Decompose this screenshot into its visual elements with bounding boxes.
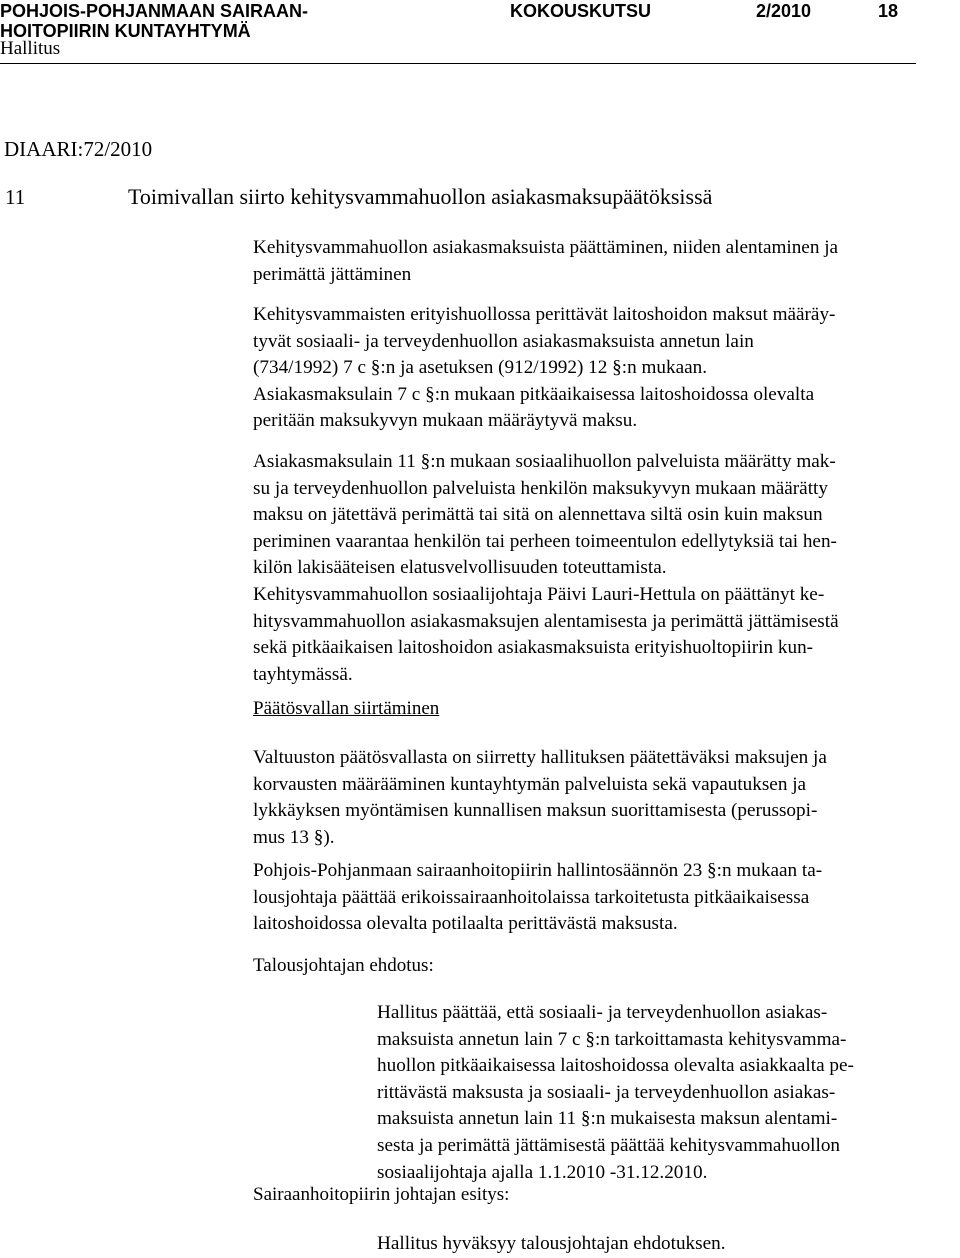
issue-number: 2/2010 [756, 1, 812, 21]
paragraph-social-director [253, 582, 960, 688]
text-line: periminen vaarantaa henkilön tai perheen toimeentulon edellytyksiä tai hen- [253, 530, 837, 552]
text-line: Hallitus päättää, että sosiaali- ja terveydenhuollon asiakas- [377, 1002, 828, 1023]
text-line: lousjohtaja päättää erikoissairaanhoitolaissa tarkoitetusta pitkäaikaisessa [253, 886, 810, 908]
text-line: Pohjois-Pohjanmaan sairaanhoitopiirin hallintosäännön 23 §:n mukaan ta- [253, 860, 823, 881]
text-line: Hallitus hyväksyy talousjohtajan ehdotuksen. [377, 1233, 726, 1254]
text-line: sekä pitkäaikaisen laitoshoidon asiakasmaksuista erityishuoltopiirin kun- [253, 637, 814, 659]
text-line: (734/1992) 7 c §:n ja asetuksen (912/1992) 12 §:n mukaan. [253, 357, 708, 379]
text-line: tyvät sosiaali- ja terveydenhuollon asiakasmaksuista annetun lain [253, 330, 754, 352]
diaari-number: DIAARI:72/2010 [4, 137, 153, 161]
heading-delegation: Päätösvallan siirtäminen [253, 698, 440, 719]
section-name: Hallitus [0, 38, 61, 59]
text-line: Kehitysvammahuollon asiakasmaksuista päättäminen, niiden alentaminen ja [253, 237, 839, 258]
heading-proposal: Talousjohtajan ehdotus: [253, 955, 434, 976]
text-line: hitysvammahuollon asiakasmaksujen alentamisesta ja perimättä jättämisestä [253, 610, 839, 632]
text-line: Kehitysvammahuollon sosiaalijohtaja Päivi Lauri-Hettula on päättänyt ke- [253, 584, 825, 605]
text-line: korvausten määrääminen kuntayhtymän palveluista sekä vapautuksen ja [253, 773, 807, 795]
organization-name-line2: HOITOPIIRIN KUNTAYHTYMÄ [0, 21, 251, 41]
text-line: Asiakasmaksulain 11 §:n mukaan sosiaalihuollon palveluista määrätty mak- [253, 451, 836, 472]
text-line: sesta ja perimättä jättämisestä päättää kehitysvammahuollon [377, 1134, 841, 1156]
paragraph-decision [377, 1231, 957, 1258]
paragraph-fees-basis [253, 302, 960, 435]
text-line: mus 13 §). [253, 826, 335, 848]
text-line: perimättä jättäminen [253, 263, 412, 285]
item-number: 11 [5, 185, 26, 209]
text-line: sosiaalijohtaja ajalla 1.1.2010 -31.12.2010. [377, 1161, 708, 1183]
text-line: tayhtymässä. [253, 663, 353, 685]
text-line: kilön lakisääteisen elatusvelvollisuuden toteuttamista. [253, 557, 667, 579]
text-line: rittävästä maksusta ja sosiaali- ja terveydenhuollon asiakas- [377, 1081, 836, 1103]
text-line: laitoshoidossa olevalta potilaalta perittävästä maksusta. [253, 913, 678, 935]
text-line: huollon pitkäaikaisessa laitoshoidossa olevalta asiakkaalta pe- [377, 1055, 854, 1077]
paragraph-fee-reduction [253, 449, 960, 582]
paragraph-subject [253, 235, 960, 288]
item-title: Toimivallan siirto kehitysvammahuollon asiakasmaksupäätöksissä [128, 184, 713, 209]
text-line: maksu on jätettävä perimättä tai sitä on alennettava siltä osin kuin maksun [253, 504, 823, 526]
page-number: 18 [878, 1, 899, 21]
heading-director-proposal: Sairaanhoitopiirin johtajan esitys: [253, 1184, 510, 1205]
text-line: Valtuuston päätösvallasta on siirretty hallituksen päätettäväksi maksujen ja [253, 747, 827, 768]
header-rule [0, 63, 916, 64]
organization-name-line1: POHJOIS-POHJANMAAN SAIRAAN- [0, 1, 309, 21]
text-line: lykkäyksen myöntämisen kunnallisen maksun suorittamisesta (perussopi- [253, 800, 818, 822]
text-line: maksuista annetun lain 11 §:n mukaisesta maksun alentami- [377, 1108, 838, 1130]
text-line: maksuista annetun lain 7 c §:n tarkoittamasta kehitysvamma- [377, 1028, 847, 1050]
paragraph-administrative-rules [253, 858, 960, 938]
text-line: peritään maksukyvyn mukaan määräytyvä maksu. [253, 410, 638, 432]
text-line: Kehitysvammaisten erityishuollossa perittävät laitoshoidon maksut määräy- [253, 304, 836, 325]
document-type: KOKOUSKUTSU [510, 1, 652, 21]
paragraph-proposal [377, 1000, 957, 1186]
text-line: su ja terveydenhuollon palveluista henkilön maksukyvyn mukaan määrätty [253, 477, 828, 499]
paragraph-council-authority [253, 745, 960, 851]
text-line: Asiakasmaksulain 7 c §:n mukaan pitkäaikaisessa laitoshoidossa olevalta [253, 383, 815, 405]
